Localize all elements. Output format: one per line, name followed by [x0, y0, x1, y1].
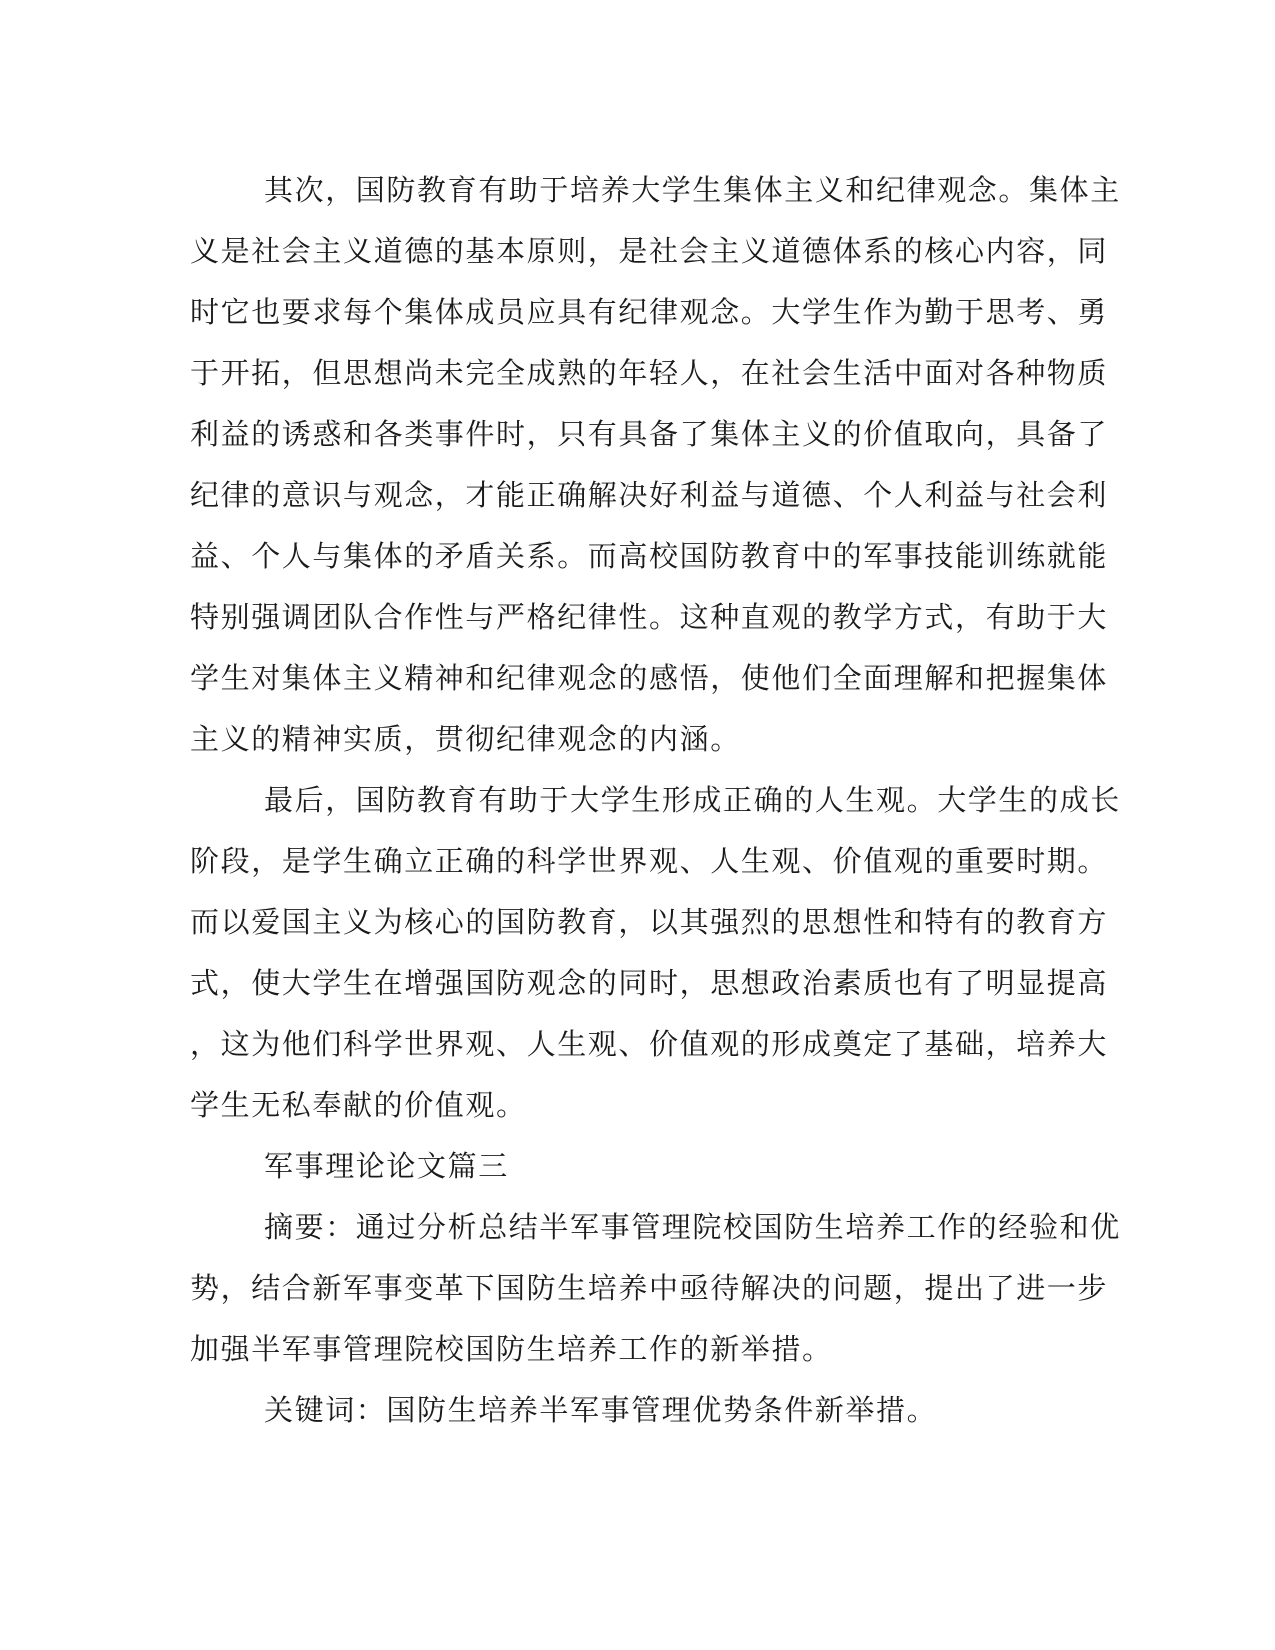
- text-line: 益、个人与集体的矛盾关系。而高校国防教育中的军事技能训练就能: [190, 539, 1109, 573]
- paragraph-abstract: [190, 1197, 1121, 1380]
- document-body: [190, 160, 1121, 1441]
- text-line: 关键词：国防生培养半军事管理优势条件新举措。: [264, 1393, 938, 1427]
- text-line: 义是社会主义道德的基本原则，是社会主义道德体系的核心内容，同: [190, 234, 1109, 268]
- text-line: 特别强调团队合作性与严格纪律性。这种直观的教学方式，有助于大: [190, 600, 1109, 634]
- text-line: 主义的精神实质，贯彻纪律观念的内涵。: [190, 722, 741, 756]
- text-line: 摘要：通过分析总结半军事管理院校国防生培养工作的经验和优: [264, 1210, 1121, 1244]
- text-line: 最后，国防教育有助于大学生形成正确的人生观。大学生的成长: [264, 783, 1121, 817]
- section-heading: [190, 1136, 1080, 1197]
- text-line: ，这为他们科学世界观、人生观、价值观的形成奠定了基础，培养大: [190, 1027, 1109, 1061]
- text-line: 学生无私奉献的价值观。: [190, 1088, 527, 1122]
- text-line: 阶段，是学生确立正确的科学世界观、人生观、价值观的重要时期。: [190, 844, 1109, 878]
- section-title: 军事理论论文篇三: [264, 1149, 509, 1183]
- text-line: 其次，国防教育有助于培养大学生集体主义和纪律观念。集体主: [264, 173, 1121, 207]
- text-line: 时它也要求每个集体成员应具有纪律观念。大学生作为勤于思考、勇: [190, 295, 1109, 329]
- paragraph-collectivism: [190, 160, 1121, 770]
- text-line: 学生对集体主义精神和纪律观念的感悟，使他们全面理解和把握集体: [190, 661, 1109, 695]
- text-line: 加强半军事管理院校国防生培养工作的新举措。: [190, 1332, 833, 1366]
- paragraph-outlook-on-life: [190, 770, 1121, 1136]
- text-line: 式，使大学生在增强国防观念的同时，思想政治素质也有了明显提高: [190, 966, 1109, 1000]
- text-line: 利益的诱惑和各类事件时，只有具备了集体主义的价值取向，具备了: [190, 417, 1109, 451]
- text-line: 势，结合新军事变革下国防生培养中亟待解决的问题，提出了进一步: [190, 1271, 1109, 1305]
- text-line: 纪律的意识与观念，才能正确解决好利益与道德、个人利益与社会利: [190, 478, 1109, 512]
- text-line: 而以爱国主义为核心的国防教育，以其强烈的思想性和特有的教育方: [190, 905, 1109, 939]
- text-line: 于开拓，但思想尚未完全成熟的年轻人，在社会生活中面对各种物质: [190, 356, 1109, 390]
- paragraph-keywords: [190, 1380, 1080, 1441]
